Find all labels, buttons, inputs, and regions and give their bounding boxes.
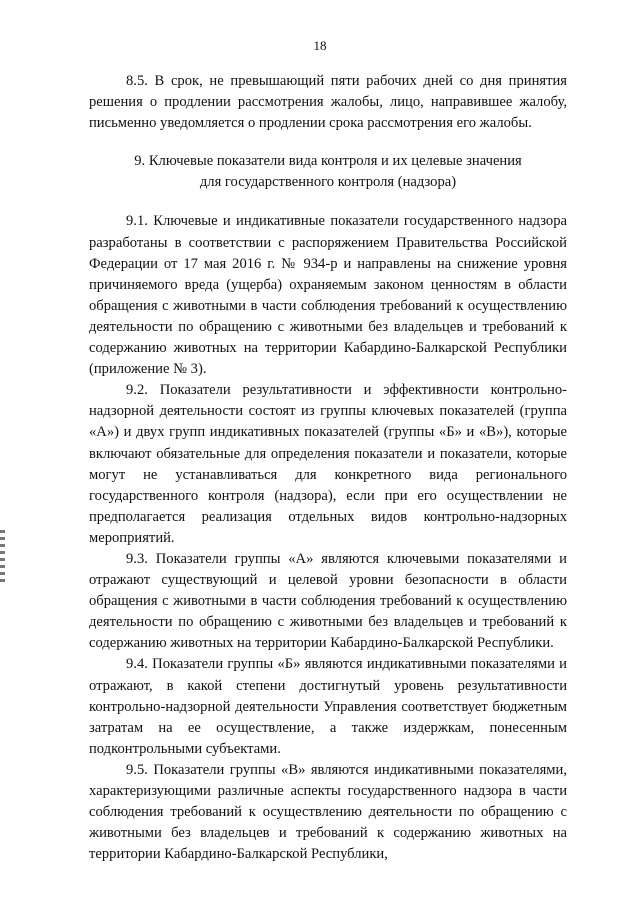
paragraph-8-5: 8.5. В срок, не превышающий пяти рабочих дней со дня принятия решения о продлении рассмотрения жалобы, лицо, направившее жалобу, письменно уведомляется о продлении срока рассмотрения его жалобы. bbox=[89, 73, 567, 132]
scan-edge-mark bbox=[0, 530, 5, 582]
section-heading-line-2: для государственного контроля (надзора) bbox=[199, 174, 457, 191]
paragraph-9-4: 9.4. Показатели группы «Б» являются индикативными показателями и отражают, в какой степени достигнутый уровень результативности контрольно-надзорной деятельности Управления соответствует бюджетным затратам на ее осуществление, а также издержкам, понесенным подконтрольными субъектами. bbox=[89, 656, 567, 757]
page-number: 18 bbox=[313, 38, 327, 53]
paragraph-9-2: 9.2. Показатели результативности и эффективности контрольно-надзорной деятельности состоят из группы ключевых показателей (группа «А») и двух групп индикативных показателей (группы «Б» и «В»), которые включают обязательные для определения показатели и показатели, которые могут не устанавливаться для конкретного вида регионального государственного контроля (надзора), если при его осуществлении не предполагается реализация отдельных видов контрольно-надзорных мероприятий. bbox=[89, 382, 567, 546]
paragraph-9-3: 9.3. Показатели группы «А» являются ключевыми показателями и отражают существующий и целевой уровни безопасности в области обращения с животными в части соблюдения требований к осуществлению деятельности по обращению с животными без владельцев и требований к содержанию животных на территории Кабардино-Балкарской Республики. bbox=[89, 550, 567, 652]
paragraph-9-1: 9.1. Ключевые и индикативные показатели государственного надзора разработаны в соответствии с распоряжением Правительства Российской Федерации от 17 мая 2016 г. № 934-р и направлены на снижение уровня причиняемого вреда (ущерба) охраняемым законом ценностям в области обращения с животными в части соблюдения требований к осуществлению деятельности по обращению с животными без владельцев и требований к содержанию животных на территории Кабардино-Балкарской Республики (приложение № 3). bbox=[89, 213, 567, 378]
section-heading-line-1: 9. Ключевые показатели вида контроля и их целевые значения bbox=[134, 153, 522, 170]
paragraph-9-5: 9.5. Показатели группы «В» являются индикативными показателями, характеризующими различные аспекты государственного надзора в части соблюдения требований к осуществлению деятельности по обращению с животными без владельцев и требований к содержанию животных на территории Кабардино-Балкарской Республики, bbox=[89, 761, 567, 863]
document-body bbox=[89, 71, 567, 865]
section-heading bbox=[89, 151, 567, 193]
